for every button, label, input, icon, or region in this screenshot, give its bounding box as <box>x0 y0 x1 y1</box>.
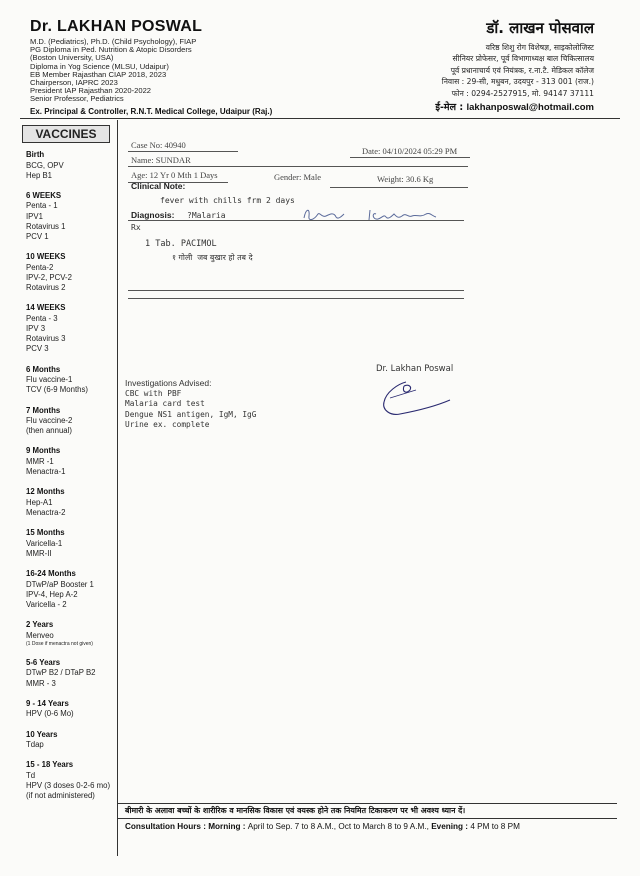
handwritten-diagnosis-scribble <box>300 204 460 226</box>
vaccine-age-heading: 15 Months <box>26 528 65 538</box>
investigations-block <box>125 378 256 431</box>
email-address: lakhanposwal@hotmail.com <box>466 102 594 113</box>
vaccine-item: Hep-A1 <box>26 497 53 507</box>
medicine-instruction: १ गोली जब बुखार हो तब दे <box>172 253 253 262</box>
vaccine-schedule-list <box>26 150 118 811</box>
date-time: Date: 04/10/2024 05:29 PM <box>362 146 458 156</box>
vaccine-age-heading: 15 - 18 Years <box>26 760 74 770</box>
vaccine-group <box>26 303 118 354</box>
vaccine-item: Varicella-1 <box>26 538 63 548</box>
vaccine-item: IPV1 <box>26 211 43 221</box>
hindi-detail-line: फोन : 0294-2527915, मो. 94147 37111 <box>451 88 594 98</box>
patient-weight: Weight: 30.6 Kg <box>377 174 434 184</box>
vaccine-item: Rotavirus 1 <box>26 221 66 231</box>
sidebar-divider <box>117 120 118 856</box>
email-prefix: ई-मेल : <box>435 102 467 113</box>
vaccine-item: Tdap <box>26 740 44 750</box>
vaccine-item: Menveo <box>26 630 54 640</box>
vaccine-item: HPV (0-6 Mo) <box>26 709 74 719</box>
rx-underline-2 <box>128 298 464 299</box>
vaccine-item: DTwP B2 / DTaP B2 <box>26 668 96 678</box>
vaccine-item: Rotavirus 2 <box>26 283 66 293</box>
hindi-detail-line: वरिष्ठ शिशु रोग विशेषज्ञ, साइकोलोजिस्ट <box>485 43 594 52</box>
vaccine-age-heading: 6 WEEKS <box>26 190 62 200</box>
vaccine-item: Penta - 3 <box>26 313 58 323</box>
date-underline <box>350 157 470 158</box>
qualification-line: President IAP Rajasthan 2020-2022 <box>30 86 152 96</box>
qualification-line: EB Member Rajasthan CIAP 2018, 2023 <box>30 69 167 79</box>
vaccine-age-heading: 6 Months <box>26 364 61 374</box>
vaccine-group <box>26 446 118 477</box>
weight-underline <box>330 187 468 188</box>
principal-line: Ex. Principal & Controller, R.N.T. Medical College, Udaipur (Raj.) <box>30 107 273 116</box>
vaccine-item: Penta-2 <box>26 262 54 272</box>
vaccine-item: BCG, OPV <box>26 160 64 170</box>
vaccine-group <box>26 406 118 437</box>
vaccine-group <box>26 730 118 751</box>
vaccine-group <box>26 150 118 181</box>
footer-hindi-note: बीमारी के अलावा बच्चों के शारीरिक व मानसिक विकास एवं वयस्क होने तक नियमित टिकाकरण पर भी अवश्य ध्यान दें। <box>125 806 466 815</box>
vaccine-group <box>26 620 118 648</box>
header-divider <box>20 118 620 119</box>
signature-name: Dr. Lakhan Poswal <box>376 364 454 374</box>
patient-age: Age: 12 Yr 0 Mth 1 Days <box>131 170 218 180</box>
consultation-hours <box>125 822 520 831</box>
vaccine-item: Menactra-2 <box>26 508 66 518</box>
qualifications-block <box>30 38 196 104</box>
qualification-line: PG Diploma in Ped. Nutrition & Atopic Disorders <box>30 45 192 55</box>
hindi-detail-line: निवास : 29-सी, मधुबन, उदयपुर - 313 001 (राज.) <box>441 77 594 87</box>
vaccine-item: HPV (3 doses 0-2-6 mo) <box>26 781 111 790</box>
vaccine-item: Menactra-1 <box>26 467 66 477</box>
vaccine-item: Flu vaccine-1 <box>26 375 73 385</box>
investigation-item: Urine ex. complete <box>125 420 210 429</box>
vaccine-age-heading: 10 Years <box>26 729 58 739</box>
vaccine-item: Varicella - 2 <box>26 600 67 610</box>
qualification-line: (Boston University, USA) <box>30 53 114 63</box>
vaccine-item: (if not administered) <box>26 791 95 801</box>
vaccine-item: IPV-2, PCV-2 <box>26 272 72 282</box>
morning-hours: April to Sep. 7 to 8 A.M., Oct to March 8 to 9 A.M., <box>247 822 432 831</box>
vaccine-age-heading: 7 Months <box>26 405 61 415</box>
vaccine-item: DTwP/aP Booster 1 <box>26 579 94 589</box>
vaccine-group <box>26 528 118 559</box>
evening-label: Evening : <box>431 822 471 831</box>
vaccine-item: PCV 1 <box>26 232 49 242</box>
vaccine-age-heading: 14 WEEKS <box>26 303 66 313</box>
vaccine-item: (then annual) <box>26 426 72 436</box>
name-underline <box>128 166 468 167</box>
diagnosis-label: Diagnosis: <box>131 210 175 220</box>
vaccine-group <box>26 658 118 689</box>
evening-hours: 4 PM to 8 PM <box>470 822 520 831</box>
rx-symbol: Rx <box>131 223 141 232</box>
case-number: Case No: 40940 <box>131 140 186 150</box>
clinical-note-label: Clinical Note: <box>131 181 186 191</box>
vaccine-item: Flu vaccine-2 <box>26 416 73 426</box>
vaccine-age-heading: 9 Months <box>26 446 61 456</box>
investigation-item: Malaria card test <box>125 399 205 408</box>
vaccine-item: MMR-II <box>26 548 52 558</box>
doctor-name: Dr. LAKHAN POSWAL <box>30 18 203 35</box>
footer-divider <box>117 803 617 804</box>
vaccine-age-heading: Birth <box>26 150 45 159</box>
diagnosis-text: ?Malaria <box>187 211 226 220</box>
email-line <box>435 100 594 113</box>
hindi-details-block <box>442 42 594 99</box>
vaccine-item: PCV 3 <box>26 344 49 354</box>
footer-divider-2 <box>117 818 617 819</box>
vaccine-group <box>26 365 118 396</box>
vaccine-item: (1 Dose if menactra not given) <box>26 640 93 647</box>
vaccine-item: IPV 3 <box>26 324 46 334</box>
hindi-detail-line: सीनियर प्रोफेसर, पूर्व विभागाध्यक्ष बाल चिकित्सालय <box>452 54 594 64</box>
vaccine-item: MMR -1 <box>26 456 54 466</box>
vaccine-age-heading: 16-24 Months <box>26 569 76 579</box>
vaccine-group <box>26 569 118 610</box>
vaccine-age-heading: 5-6 Years <box>26 657 61 667</box>
patient-gender: Gender: Male <box>274 172 321 182</box>
vaccine-age-heading: 2 Years <box>26 620 54 630</box>
vaccine-group <box>26 487 118 518</box>
hindi-detail-line: पूर्व प्रधानाचार्य एवं नियंत्रक, र.ना.टै. मेडिकल कॉलेज <box>450 65 594 75</box>
signature <box>376 378 456 422</box>
investigation-item: CBC with PBF <box>125 388 182 398</box>
vaccine-group <box>26 191 118 242</box>
clinical-note-text: fever with chills frm 2 days <box>160 196 295 205</box>
investigations-heading: Investigations Advised: <box>125 378 212 388</box>
case-underline <box>128 151 238 152</box>
qualification-line: Senior Professor, Pediatrics <box>30 94 124 104</box>
qualification-line: M.D. (Pediatrics), Ph.D. (Child Psychology), FIAP <box>30 37 197 46</box>
investigation-item: Dengue NS1 antigen, IgM, IgG <box>125 409 257 419</box>
vaccine-group <box>26 699 118 720</box>
vaccine-item: TCV (6-9 Months) <box>26 385 88 395</box>
vaccine-group <box>26 760 118 801</box>
consult-label: Consultation Hours : <box>125 822 209 831</box>
vaccine-group <box>26 252 118 293</box>
vaccine-age-heading: 9 - 14 Years <box>26 698 69 708</box>
vaccine-item: Rotavirus 3 <box>26 334 66 344</box>
vaccine-item: Hep B1 <box>26 170 53 180</box>
morning-label: Morning : <box>208 822 248 831</box>
vaccine-age-heading: 12 Months <box>26 487 65 497</box>
vaccine-item: Td <box>26 770 36 780</box>
vaccine-item: Penta - 1 <box>26 201 58 211</box>
qualification-line: Chairperson, IAPRC 2023 <box>30 78 118 88</box>
hindi-doctor-name: डॉ. लाखन पोसवाल <box>486 19 594 37</box>
vaccine-age-heading: 10 WEEKS <box>26 252 66 262</box>
patient-name: Name: SUNDAR <box>131 155 191 165</box>
vaccine-item: MMR - 3 <box>26 678 56 688</box>
rx-underline-1 <box>128 290 464 291</box>
diagnosis-underline <box>128 220 464 221</box>
vaccines-title: VACCINES <box>22 125 110 143</box>
medicine-line: 1 Tab. PACIMOL <box>145 239 217 249</box>
qualification-line: Diploma in Yog Science (MLSU, Udaipur) <box>30 61 169 71</box>
vaccine-item: IPV-4, Hep A-2 <box>26 589 78 599</box>
